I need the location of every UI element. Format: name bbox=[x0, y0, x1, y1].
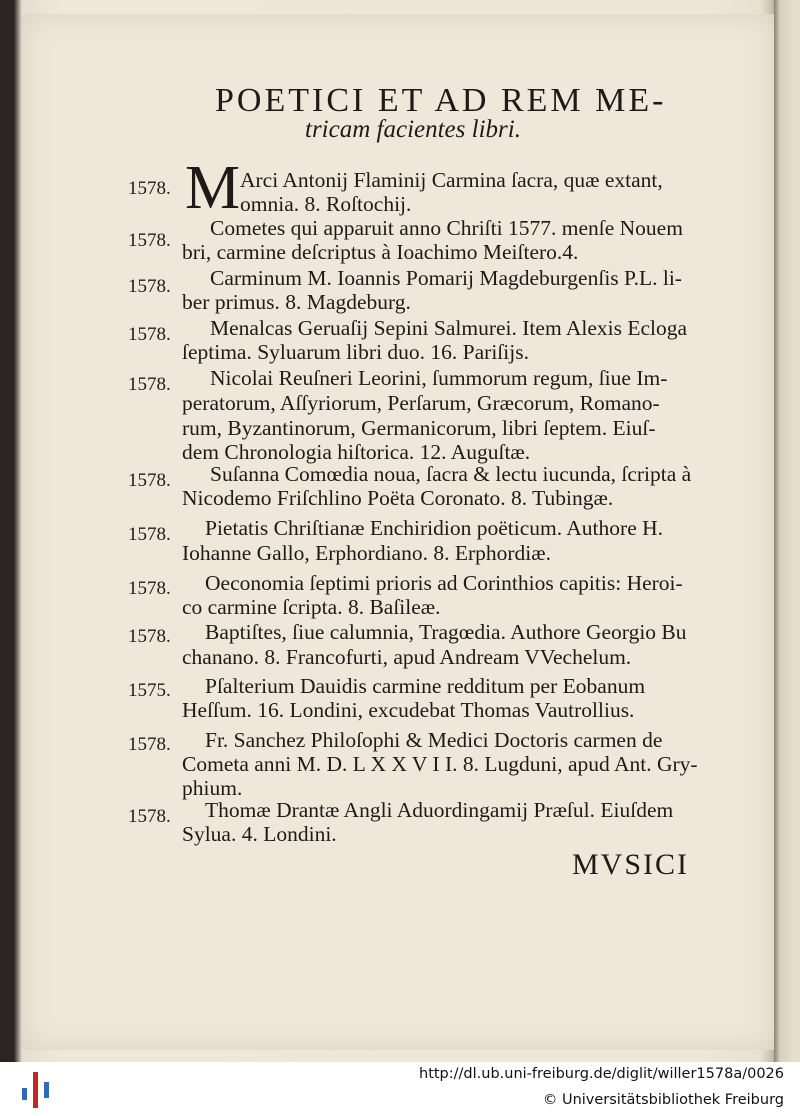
section-heading-line-2: tricam facientes libri. bbox=[305, 116, 521, 143]
drop-capital: M bbox=[185, 154, 241, 222]
copyright-notice: © Universitätsbibliothek Freiburg bbox=[542, 1092, 784, 1108]
entry-year: 1575. bbox=[128, 680, 171, 701]
entry-line: chanano. 8. Francofurti, apud Andream VVechelum. bbox=[182, 645, 632, 669]
section-heading-line-1: POETICI ET AD REM ME- bbox=[215, 82, 667, 119]
entry-line: Sylua. 4. Londini. bbox=[182, 822, 337, 846]
entry-line: Nicodemo Friſchlino Poëta Coronato. 8. Tubingæ. bbox=[182, 486, 614, 510]
viewer-footer bbox=[0, 1062, 800, 1116]
entry-line: omnia. 8. Roſtochij. bbox=[240, 192, 412, 216]
entry-year: 1578. bbox=[128, 374, 171, 395]
entry-line: Thomæ Drantæ Angli Aduordingamij Præſul. Eiuſdem bbox=[205, 798, 674, 822]
entry-line: peratorum, Aſſyriorum, Perſarum, Græcorum, Romano- bbox=[182, 391, 660, 415]
entry-line: Oeconomia ſeptimi prioris ad Corinthios capitis: Heroi- bbox=[205, 571, 683, 595]
entry-line: Carminum M. Ioannis Pomarij Magdeburgenſis P.L. li- bbox=[210, 266, 682, 290]
entry-line: phium. bbox=[182, 776, 243, 800]
ub-freiburg-logo-icon bbox=[18, 1068, 52, 1110]
entry-year: 1578. bbox=[128, 324, 171, 345]
entry-year: 1578. bbox=[128, 626, 171, 647]
entry-line: Arci Antonij Flaminij Carmina ſacra, quæ extant, bbox=[240, 168, 663, 192]
entry-year: 1578. bbox=[128, 578, 171, 599]
entry-line: ſeptima. Syluarum libri duo. 16. Pariſijs. bbox=[182, 340, 529, 364]
entry-line: Iohanne Gallo, Erphordiano. 8. Erphordiæ. bbox=[182, 541, 551, 565]
entry-line: dem Chronologia hiſtorica. 12. Auguſtæ. bbox=[182, 440, 531, 464]
entry-line: Fr. Sanchez Philoſophi & Medici Doctoris carmen de bbox=[205, 728, 663, 752]
entry-year: 1578. bbox=[128, 178, 171, 199]
entry-year: 1578. bbox=[128, 276, 171, 297]
entry-line: co carmine ſcripta. 8. Baſileæ. bbox=[182, 595, 441, 619]
entry-line: rum, Byzantinorum, Germanicorum, libri ſeptem. Eiuſ- bbox=[182, 416, 656, 440]
entry-line: Pietatis Chriſtianæ Enchiridion poëticum. Authore H. bbox=[205, 516, 664, 540]
next-page-edge bbox=[774, 0, 800, 1062]
entry-line: Cometes qui apparuit anno Chriſti 1577. menſe Nouem bbox=[210, 216, 683, 240]
entry-line: Cometa anni M. D. L X X V I I. 8. Lugduni, apud Ant. Gry- bbox=[182, 752, 698, 776]
entry-line: bri, carmine deſcriptus à Ioachimo Meiſtero.4. bbox=[182, 240, 579, 264]
entry-line: Pſalterium Dauidis carmine redditum per Eobanum bbox=[205, 674, 646, 698]
entry-line: Heſſum. 16. Londini, excudebat Thomas Vautrollius. bbox=[182, 698, 635, 722]
permalink-url[interactable]: http://dl.ub.uni-freiburg.de/diglit/willer1578a/0026 bbox=[419, 1066, 784, 1082]
entry-year: 1578. bbox=[128, 470, 171, 491]
entry-year: 1578. bbox=[128, 734, 171, 755]
catchword: MVSICI bbox=[572, 848, 690, 881]
entry-year: 1578. bbox=[128, 524, 171, 545]
entry-year: 1578. bbox=[128, 806, 171, 827]
entry-line: Suſanna Comœdia noua, ſacra & lectu iucunda, ſcripta à bbox=[210, 462, 692, 486]
entry-line: Baptiſtes, ſiue calumnia, Tragœdia. Authore Georgio Bu bbox=[205, 620, 687, 644]
entry-year: 1578. bbox=[128, 230, 171, 251]
entry-line: Nicolai Reuſneri Leorini, ſummorum regum, ſiue Im- bbox=[210, 366, 668, 390]
entry-line: ber primus. 8. Magdeburg. bbox=[182, 290, 411, 314]
entry-line: Menalcas Geruaſij Sepini Salmurei. Item Alexis Ecloga bbox=[210, 316, 688, 340]
